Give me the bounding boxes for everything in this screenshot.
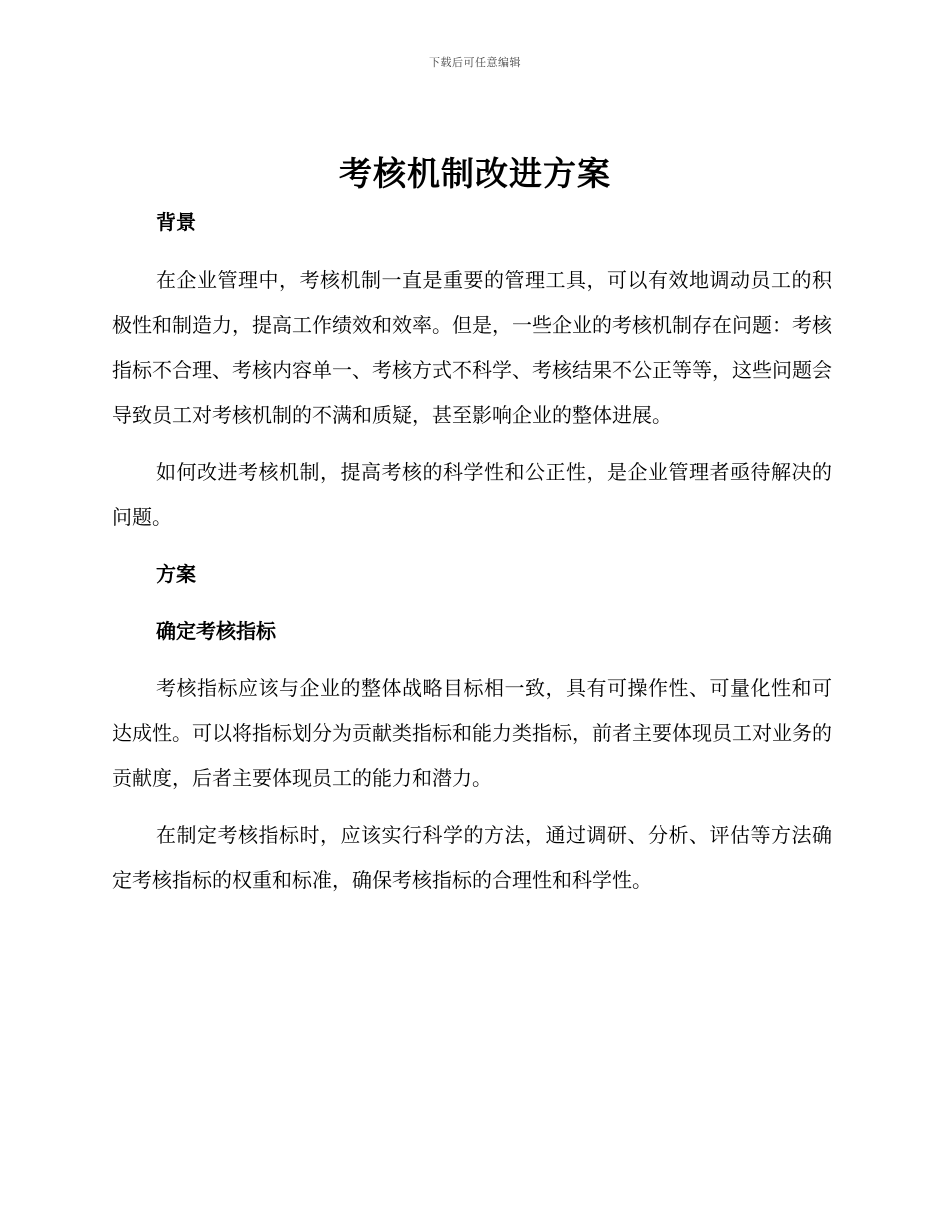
paragraph-background-1: 在企业管理中，考核机制一直是重要的管理工具，可以有效地调动员工的积极性和制造力，提高工作绩效和效率。但是，一些企业的考核机制存在问题：考核指标不合理、考核内容单一、考核方式不科学、考核结果不公正等等，这些问题会导致员工对考核机制的不满和质疑，甚至影响企业的整体进展。 (112, 268, 832, 427)
paragraph-indicators-2: 在制定考核指标时，应该实行科学的方法，通过调研、分析、评估等方法确定考核指标的权重和标准，确保考核指标的合理性和科学性。 (112, 823, 832, 892)
paragraph-indicators-1: 考核指标应该与企业的整体战略目标相一致，具有可操作性、可量化性和可达成性。可以将指标划分为贡献类指标和能力类指标，前者主要体现员工对业务的贡献度，后者主要体现员工的能力和潜力。 (112, 676, 832, 790)
document-title: 考核机制改进方案 (339, 154, 611, 193)
header-note: 下载后可任意编辑 (429, 56, 521, 69)
section-heading-background: 背景 (156, 210, 196, 234)
section-heading-plan: 方案 (156, 562, 196, 586)
paragraph-background-2: 如何改进考核机制，提高考核的科学性和公正性，是企业管理者亟待解决的问题。 (112, 460, 832, 529)
section-heading-indicators: 确定考核指标 (156, 619, 276, 643)
document-body (112, 200, 832, 903)
